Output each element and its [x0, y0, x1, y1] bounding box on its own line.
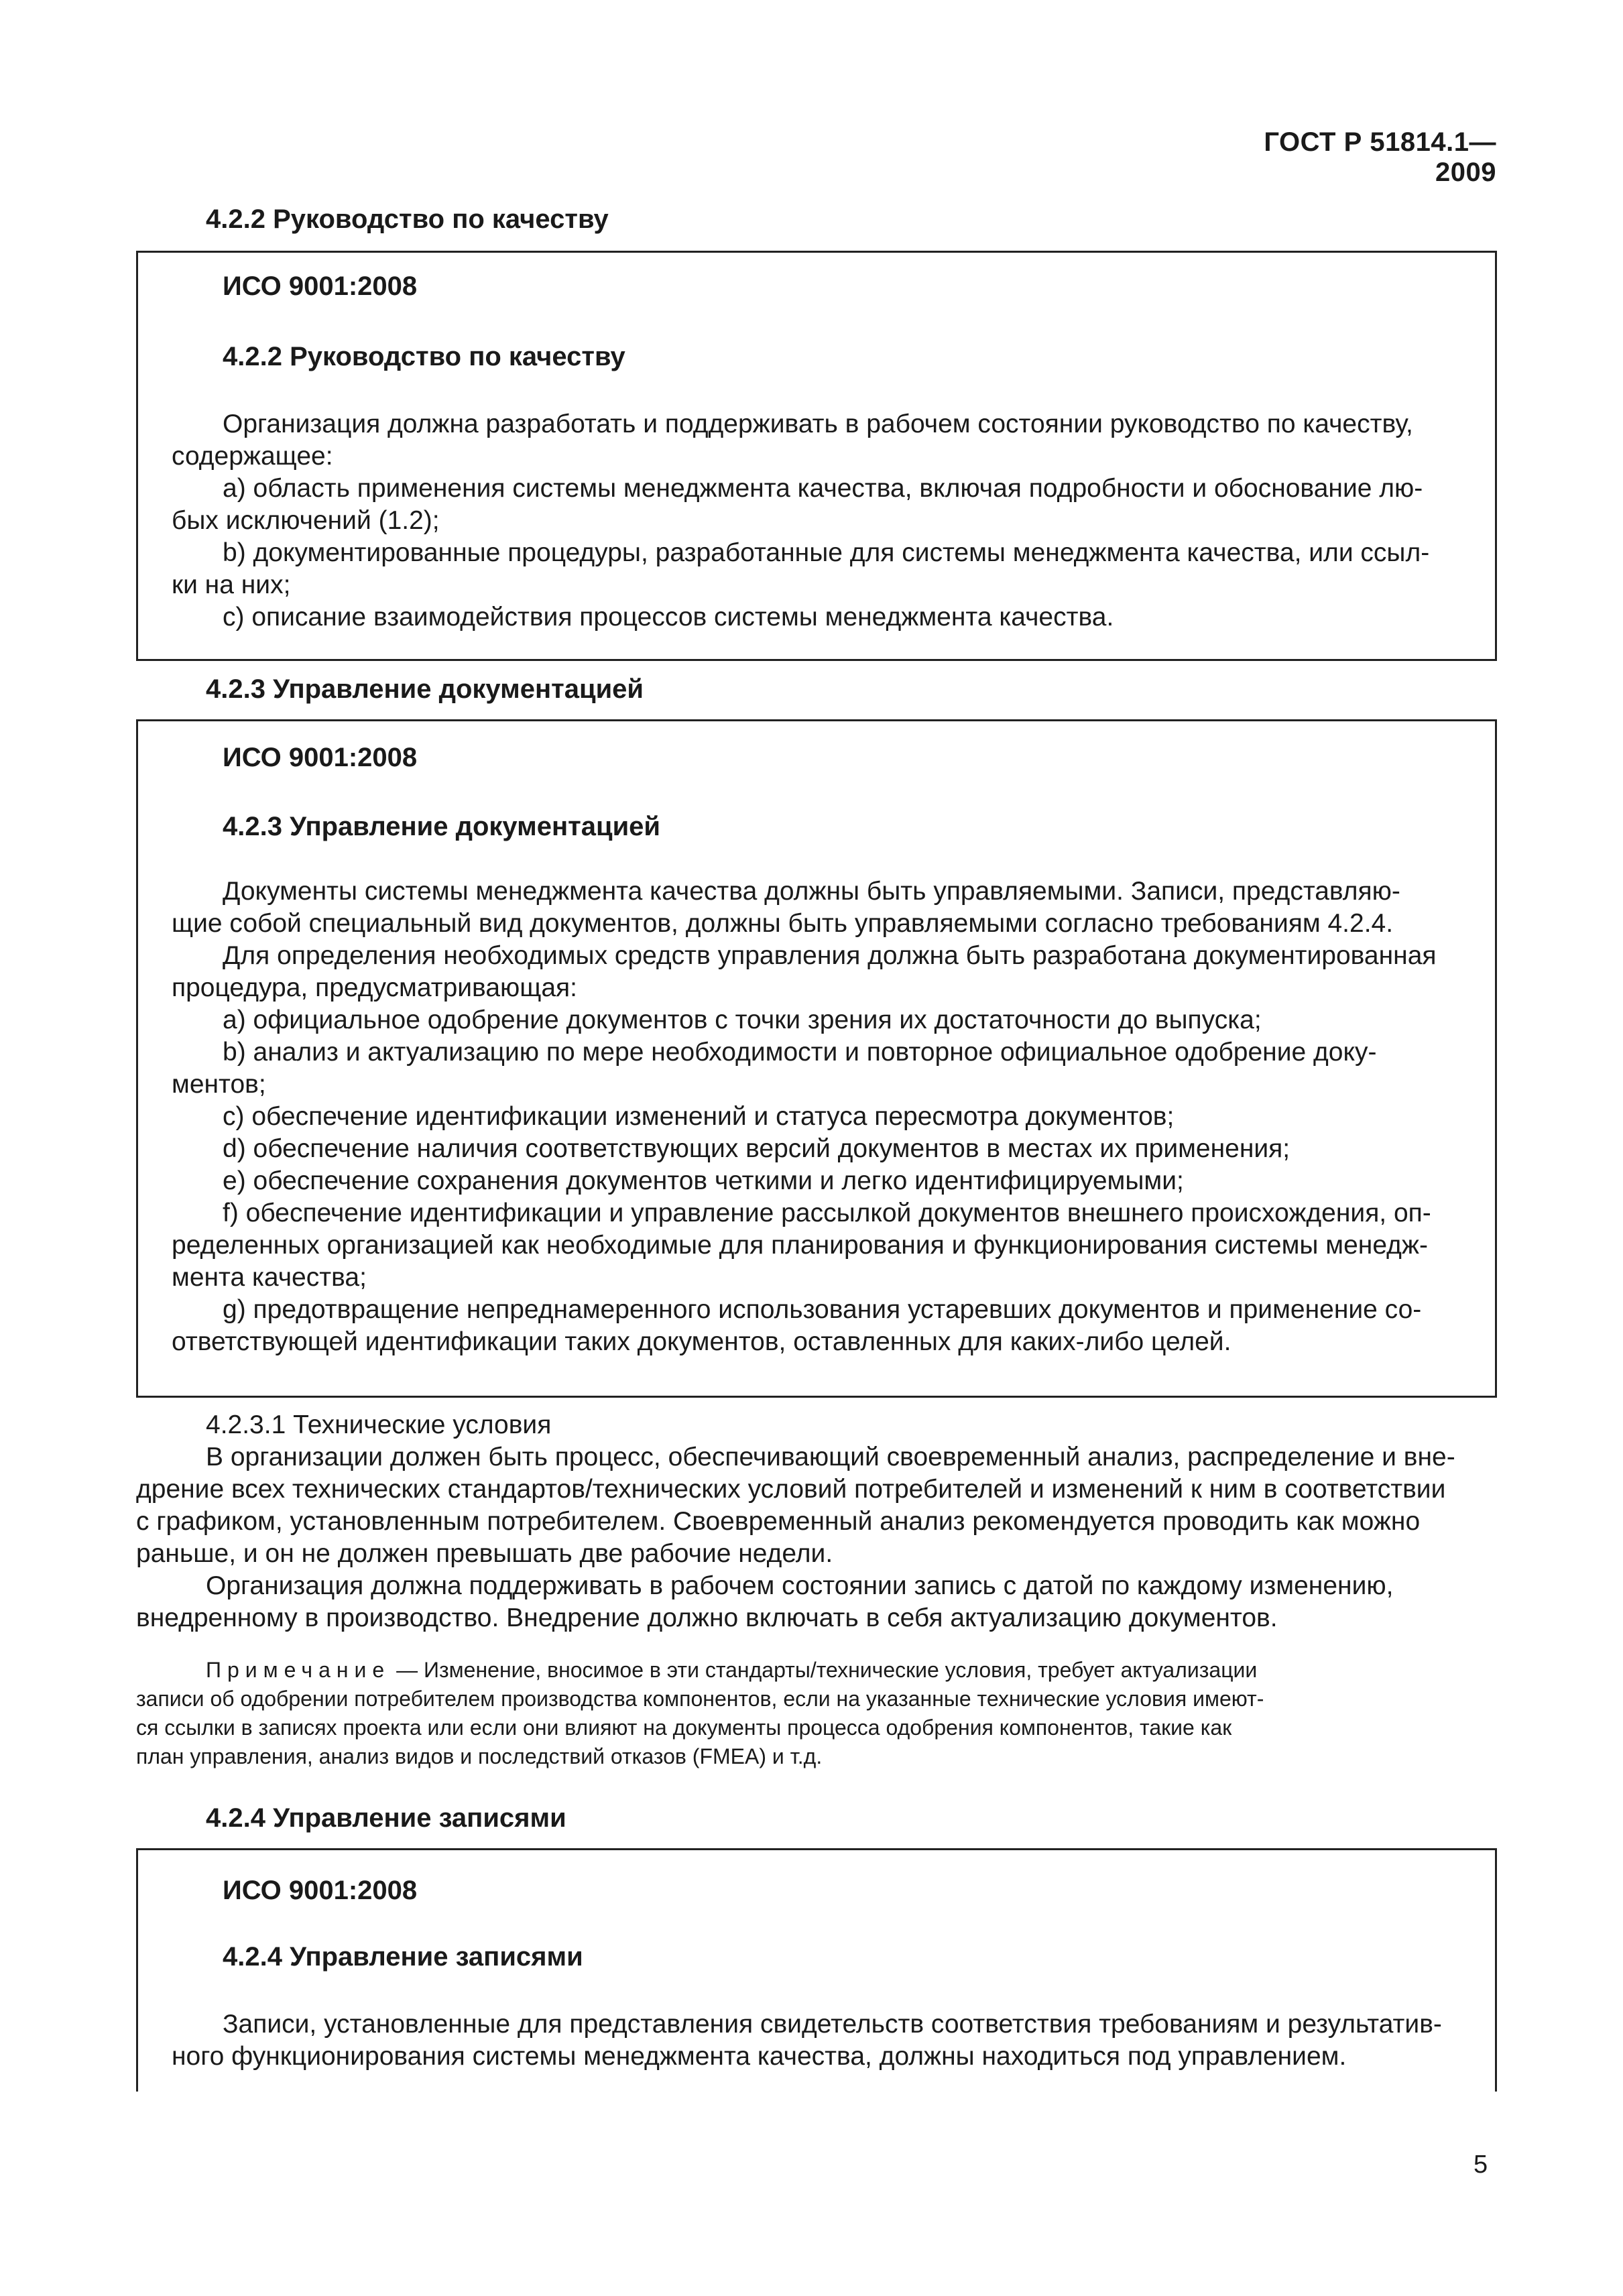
iso-subheading: 4.2.2 Руководство по качеству	[223, 342, 625, 371]
iso-reference: ИСО 9001:2008	[223, 271, 418, 301]
text-line: ки на них;	[172, 570, 291, 599]
standard-number: ГОСТ Р 51814.1—2009	[1264, 127, 1496, 187]
iso-subheading: 4.2.3 Управление документацией	[223, 812, 660, 841]
list-item-c: c) обеспечение идентификации изменений и статуса пересмотра документов;	[223, 1102, 1175, 1131]
text-line: Организация должна поддерживать в рабочем состоянии запись с датой по каждому изменению,	[206, 1571, 1394, 1600]
text-line: ментов;	[172, 1070, 266, 1099]
text-line: содержащее:	[172, 442, 333, 471]
text-line: В организации должен быть процесс, обеспечивающий своевременный анализ, распределение и вне-	[206, 1443, 1455, 1471]
section-heading-4-2-2: 4.2.2 Руководство по качеству	[206, 204, 609, 234]
text-line: Организация должна разработать и поддерживать в рабочем состоянии руководство по качеству,	[223, 410, 1413, 438]
list-item-a: a) официальное одобрение документов с точки зрения их достаточности до выпуска;	[223, 1006, 1262, 1034]
iso-reference: ИСО 9001:2008	[223, 1876, 418, 1905]
text-line: Записи, установленные для представления свидетельств соответствия требованиям и результатив-	[223, 2010, 1442, 2039]
text-line: щие собой специальный вид документов, должны быть управляемыми согласно требованиям 4.2.4.	[172, 909, 1394, 938]
iso-quote-box-4-2-4	[136, 1848, 1497, 2092]
text-line: ределенных организацией как необходимые для планирования и функционирования системы менедж-	[172, 1231, 1428, 1260]
section-heading-4-2-3: 4.2.3 Управление документацией	[206, 674, 644, 704]
iso-quote-box-4-2-2	[136, 251, 1497, 661]
note-line: ся ссылки в записях проекта или если они влияют на документы процесса одобрения компонентов, такие как	[136, 1715, 1232, 1740]
list-item-c: c) описание взаимодействия процессов системы менеджмента качества.	[223, 603, 1114, 631]
text-line: ного функционирования системы менеджмента качества, должны находиться под управлением.	[172, 2042, 1347, 2071]
note-label: Примечание	[206, 1658, 391, 1682]
iso-quote-box-4-2-3	[136, 719, 1497, 1398]
text-line: с графиком, установленным потребителем. Своевременный анализ рекомендуется проводить как можно	[136, 1507, 1421, 1536]
note-line: Примечание — Изменение, вносимое в эти стандарты/технические условия, требует актуализации	[206, 1658, 1258, 1682]
text-line: дрение всех технических стандартов/технических условий потребителей и изменений к ним в соответствии	[136, 1475, 1446, 1504]
list-item-b: b) документированные процедуры, разработанные для системы менеджмента качества, или ссыл-	[223, 538, 1430, 567]
iso-reference: ИСО 9001:2008	[223, 743, 418, 772]
list-item-g: g) предотвращение непреднамеренного использования устаревших документов и применение со-	[223, 1295, 1422, 1324]
text-line: бых исключений (1.2);	[172, 506, 440, 535]
list-item-e: e) обеспечение сохранения документов четкими и легко идентифицируемыми;	[223, 1166, 1184, 1195]
page-number: 5	[1474, 2151, 1488, 2179]
list-item-d: d) обеспечение наличия соответствующих версий документов в местах их применения;	[223, 1134, 1290, 1163]
list-item-a: a) область применения системы менеджмента качества, включая подробности и обоснование лю-	[223, 474, 1423, 503]
text-line: ответствующей идентификации таких документов, оставленных для каких-либо целей.	[172, 1327, 1231, 1356]
list-item-f: f) обеспечение идентификации и управление рассылкой документов внешнего происхождения, оп-	[223, 1199, 1431, 1227]
text-line: Документы системы менеджмента качества должны быть управляемыми. Записи, представляю-	[223, 877, 1400, 906]
note-line: записи об одобрении потребителем производства компонентов, если на указанные технические условия имеют-	[136, 1687, 1264, 1711]
clause-4-2-3-1-title: 4.2.3.1 Технические условия	[206, 1410, 552, 1439]
text-line: процедура, предусматривающая:	[172, 973, 577, 1002]
list-item-b: b) анализ и актуализацию по мере необходимости и повторное официальное одобрение доку-	[223, 1038, 1377, 1067]
text-line: внедренному в производство. Внедрение должно включать в себя актуализацию документов.	[136, 1604, 1278, 1632]
text-line: раньше, и он не должен превышать две рабочие недели.	[136, 1539, 833, 1568]
section-heading-4-2-4: 4.2.4 Управление записями	[206, 1803, 566, 1833]
iso-subheading: 4.2.4 Управление записями	[223, 1942, 583, 1972]
note-line: план управления, анализ видов и последствий отказов (FMEA) и т.д.	[136, 1744, 823, 1768]
text-line: Для определения необходимых средств управления должна быть разработана документированная	[223, 941, 1437, 970]
text-line: мента качества;	[172, 1263, 367, 1292]
